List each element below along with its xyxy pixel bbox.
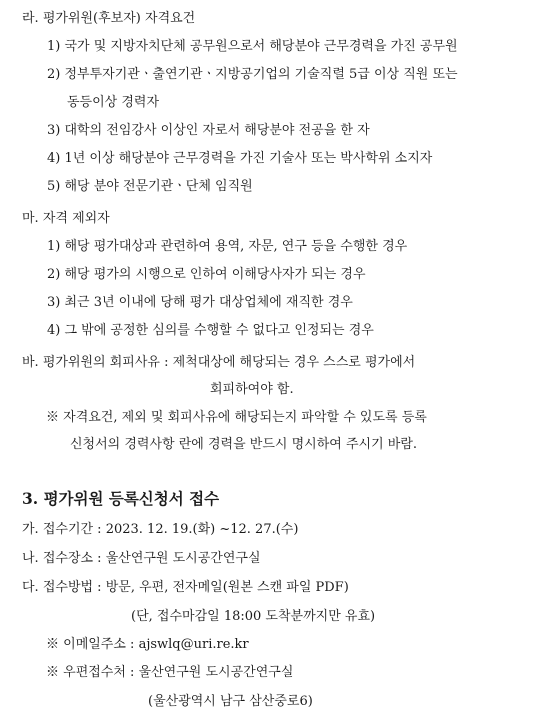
reception-place: 나. 접수장소 : 울산연구원 도시공간연구실 — [22, 551, 261, 566]
section-3-heading: 3. 평가위원 등록신청서 접수 — [22, 489, 220, 508]
postal-line: ※ 우편접수처 : 울산연구원 도시공간연구실 — [46, 665, 294, 680]
list-item: 4) 1년 이상 해당분야 근무경력을 가진 기술사 또는 박사학위 소지자 — [47, 151, 433, 166]
address-line: (울산광역시 남구 삼산중로6) — [148, 694, 313, 709]
list-item: 3) 최근 3년 이내에 당해 평가 대상업체에 재직한 경우 — [47, 295, 353, 310]
list-item: 2) 해당 평가의 시행으로 인하여 이해당사자가 되는 경우 — [47, 267, 366, 282]
note-line: 신청서의 경력사항 란에 경력을 반드시 명시하여 주시기 바람. — [70, 437, 418, 452]
list-item: 2) 정부투자기관ㆍ출연기관ㆍ지방공기업의 기술직렬 5급 이상 직원 또는 — [47, 67, 458, 82]
section-ba-line: 회피하여야 함. — [210, 382, 294, 397]
note-line: ※ 자격요건, 제외 및 회피사유에 해당되는지 파악할 수 있도록 등록 — [46, 410, 427, 425]
list-item: 3) 대학의 전임강사 이상인 자로서 해당분야 전공을 한 자 — [47, 123, 370, 138]
list-item: 5) 해당 분야 전문기관ㆍ단체 임직원 — [47, 179, 253, 194]
list-item: 1) 해당 평가대상과 관련하여 용역, 자문, 연구 등을 수행한 경우 — [47, 239, 408, 254]
section-ba-line: 바. 평가위원의 회피사유 : 제척대상에 해당되는 경우 스스로 평가에서 — [22, 355, 416, 370]
email-line: ※ 이메일주소 : ajswlq@uri.re.kr — [46, 637, 249, 652]
list-item: 1) 국가 및 지방자치단체 공무원으로서 해당분야 근무경력을 가진 공무원 — [47, 39, 458, 54]
list-item-continuation: 동등이상 경력자 — [67, 95, 160, 110]
section-ma-title: 마. 자격 제외자 — [22, 211, 110, 226]
list-item: 4) 그 밖에 공정한 심의를 수행할 수 없다고 인정되는 경우 — [47, 323, 374, 338]
section-ra-title: 라. 평가위원(후보자) 자격요건 — [22, 11, 196, 26]
reception-period: 가. 접수기간 : 2023. 12. 19.(화) ~12. 27.(수) — [22, 522, 299, 537]
reception-method: 다. 접수방법 : 방문, 우편, 전자메일(원본 스캔 파일 PDF) — [22, 580, 349, 595]
reception-method-note: (단, 접수마감일 18:00 도착분까지만 유효) — [131, 609, 376, 624]
